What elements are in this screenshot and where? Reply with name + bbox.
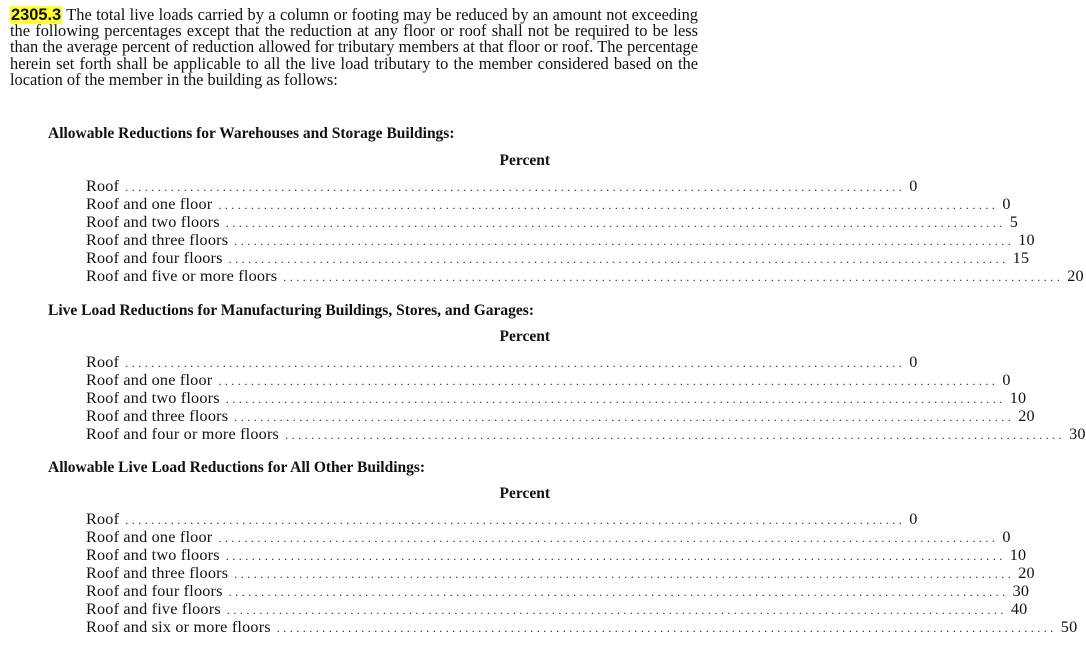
- leader-dots: ........................................................................................................................: [218, 374, 999, 388]
- section-paragraph: [10, 7, 698, 88]
- section-text: The total live loads carried by a column or footing may be reduced by an amount not exceeding the following percentages except that the reduction at any floor or roof shall not be required to be less than the average percent of reduction allowed for tributary members at that floor or roof. The percentage herein set forth shall be applicable to all the live load tributary to the member considered based on the location of the member in the building as follows:: [10, 5, 699, 89]
- table-row: [86, 600, 1028, 618]
- table-row: [86, 213, 1019, 231]
- leader-dots: ........................................................................................................................: [234, 567, 1015, 581]
- leader-dots: ........................................................................................................................: [228, 252, 1009, 266]
- row-label: Roof: [86, 510, 120, 528]
- row-label: Roof: [86, 353, 120, 371]
- table-row: [86, 353, 918, 371]
- table-row: [86, 582, 1030, 600]
- leader-dots: ........................................................................................................................: [125, 180, 906, 194]
- row-percent: 30: [1012, 582, 1030, 600]
- leader-dots: ........................................................................................................................: [125, 513, 906, 527]
- row-label: Roof and three floors: [86, 407, 229, 425]
- row-percent: 20: [1018, 564, 1035, 582]
- row-percent: 0: [1002, 528, 1011, 546]
- reduction-table-warehouses: [86, 177, 1084, 285]
- row-label: Roof and three floors: [86, 231, 229, 249]
- table-row: [86, 546, 1027, 564]
- table-row: [86, 267, 1084, 285]
- row-label: Roof and four floors: [86, 582, 223, 600]
- leader-dots: ........................................................................................................................: [276, 621, 1057, 635]
- leader-dots: ........................................................................................................................: [228, 585, 1009, 599]
- row-percent: 30: [1069, 425, 1086, 443]
- reduction-table-other-buildings: [86, 510, 1078, 636]
- row-label: Roof and six or more floors: [86, 618, 271, 636]
- leader-dots: ........................................................................................................................: [218, 531, 999, 545]
- percent-header: Percent: [499, 485, 550, 502]
- table-row: [86, 564, 1035, 582]
- row-percent: 40: [1010, 600, 1028, 618]
- table-row: [86, 528, 1011, 546]
- row-percent: 0: [909, 510, 918, 528]
- section-number: 2305.3: [11, 6, 62, 24]
- row-label: Roof and one floor: [86, 195, 213, 213]
- leader-dots: ........................................................................................................................: [125, 356, 906, 370]
- row-percent: 0: [1002, 195, 1011, 213]
- row-label: Roof and two floors: [86, 389, 220, 407]
- percent-header: Percent: [499, 152, 550, 169]
- row-percent: 20: [1067, 267, 1084, 285]
- table-heading-manufacturing: Live Load Reductions for Manufacturing Buildings, Stores, and Garages:: [48, 302, 535, 319]
- leader-dots: ........................................................................................................................: [225, 549, 1006, 563]
- leader-dots: ........................................................................................................................: [226, 603, 1007, 617]
- table-row: [86, 195, 1011, 213]
- row-percent: 10: [1018, 231, 1035, 249]
- table-row: [86, 371, 1011, 389]
- row-label: Roof and four floors: [86, 249, 223, 267]
- table-row: [86, 231, 1035, 249]
- leader-dots: ........................................................................................................................: [283, 270, 1064, 284]
- row-percent: 10: [1009, 546, 1027, 564]
- row-percent: 20: [1018, 407, 1035, 425]
- percent-header: Percent: [499, 328, 550, 345]
- row-percent: 10: [1009, 389, 1027, 407]
- row-percent: 5: [1009, 213, 1019, 231]
- table-row: [86, 510, 918, 528]
- row-label: Roof and one floor: [86, 528, 213, 546]
- table-row: [86, 177, 918, 195]
- row-label: Roof: [86, 177, 120, 195]
- table-row: [86, 249, 1030, 267]
- row-label: Roof and five or more floors: [86, 267, 278, 285]
- row-label: Roof and three floors: [86, 564, 229, 582]
- table-row: [86, 425, 1086, 443]
- row-label: Roof and four or more floors: [86, 425, 280, 443]
- leader-dots: ........................................................................................................................: [234, 234, 1015, 248]
- row-label: Roof and one floor: [86, 371, 213, 389]
- leader-dots: ........................................................................................................................: [234, 410, 1015, 424]
- reduction-table-manufacturing: [86, 353, 1086, 443]
- row-percent: 50: [1060, 618, 1078, 636]
- leader-dots: ........................................................................................................................: [218, 198, 999, 212]
- table-heading-other-buildings: Allowable Live Load Reductions for All Other Buildings:: [48, 459, 426, 476]
- table-row: [86, 618, 1078, 636]
- row-percent: 0: [909, 353, 918, 371]
- table-row: [86, 389, 1027, 407]
- row-label: Roof and two floors: [86, 546, 220, 564]
- leader-dots: ........................................................................................................................: [225, 392, 1006, 406]
- row-percent: 15: [1012, 249, 1030, 267]
- table-row: [86, 407, 1035, 425]
- leader-dots: ........................................................................................................................: [285, 428, 1066, 442]
- row-percent: 0: [1002, 371, 1011, 389]
- row-label: Roof and two floors: [86, 213, 220, 231]
- table-heading-warehouses: Allowable Reductions for Warehouses and Storage Buildings:: [48, 125, 455, 142]
- row-percent: 0: [909, 177, 918, 195]
- leader-dots: ........................................................................................................................: [225, 216, 1006, 230]
- row-label: Roof and five floors: [86, 600, 221, 618]
